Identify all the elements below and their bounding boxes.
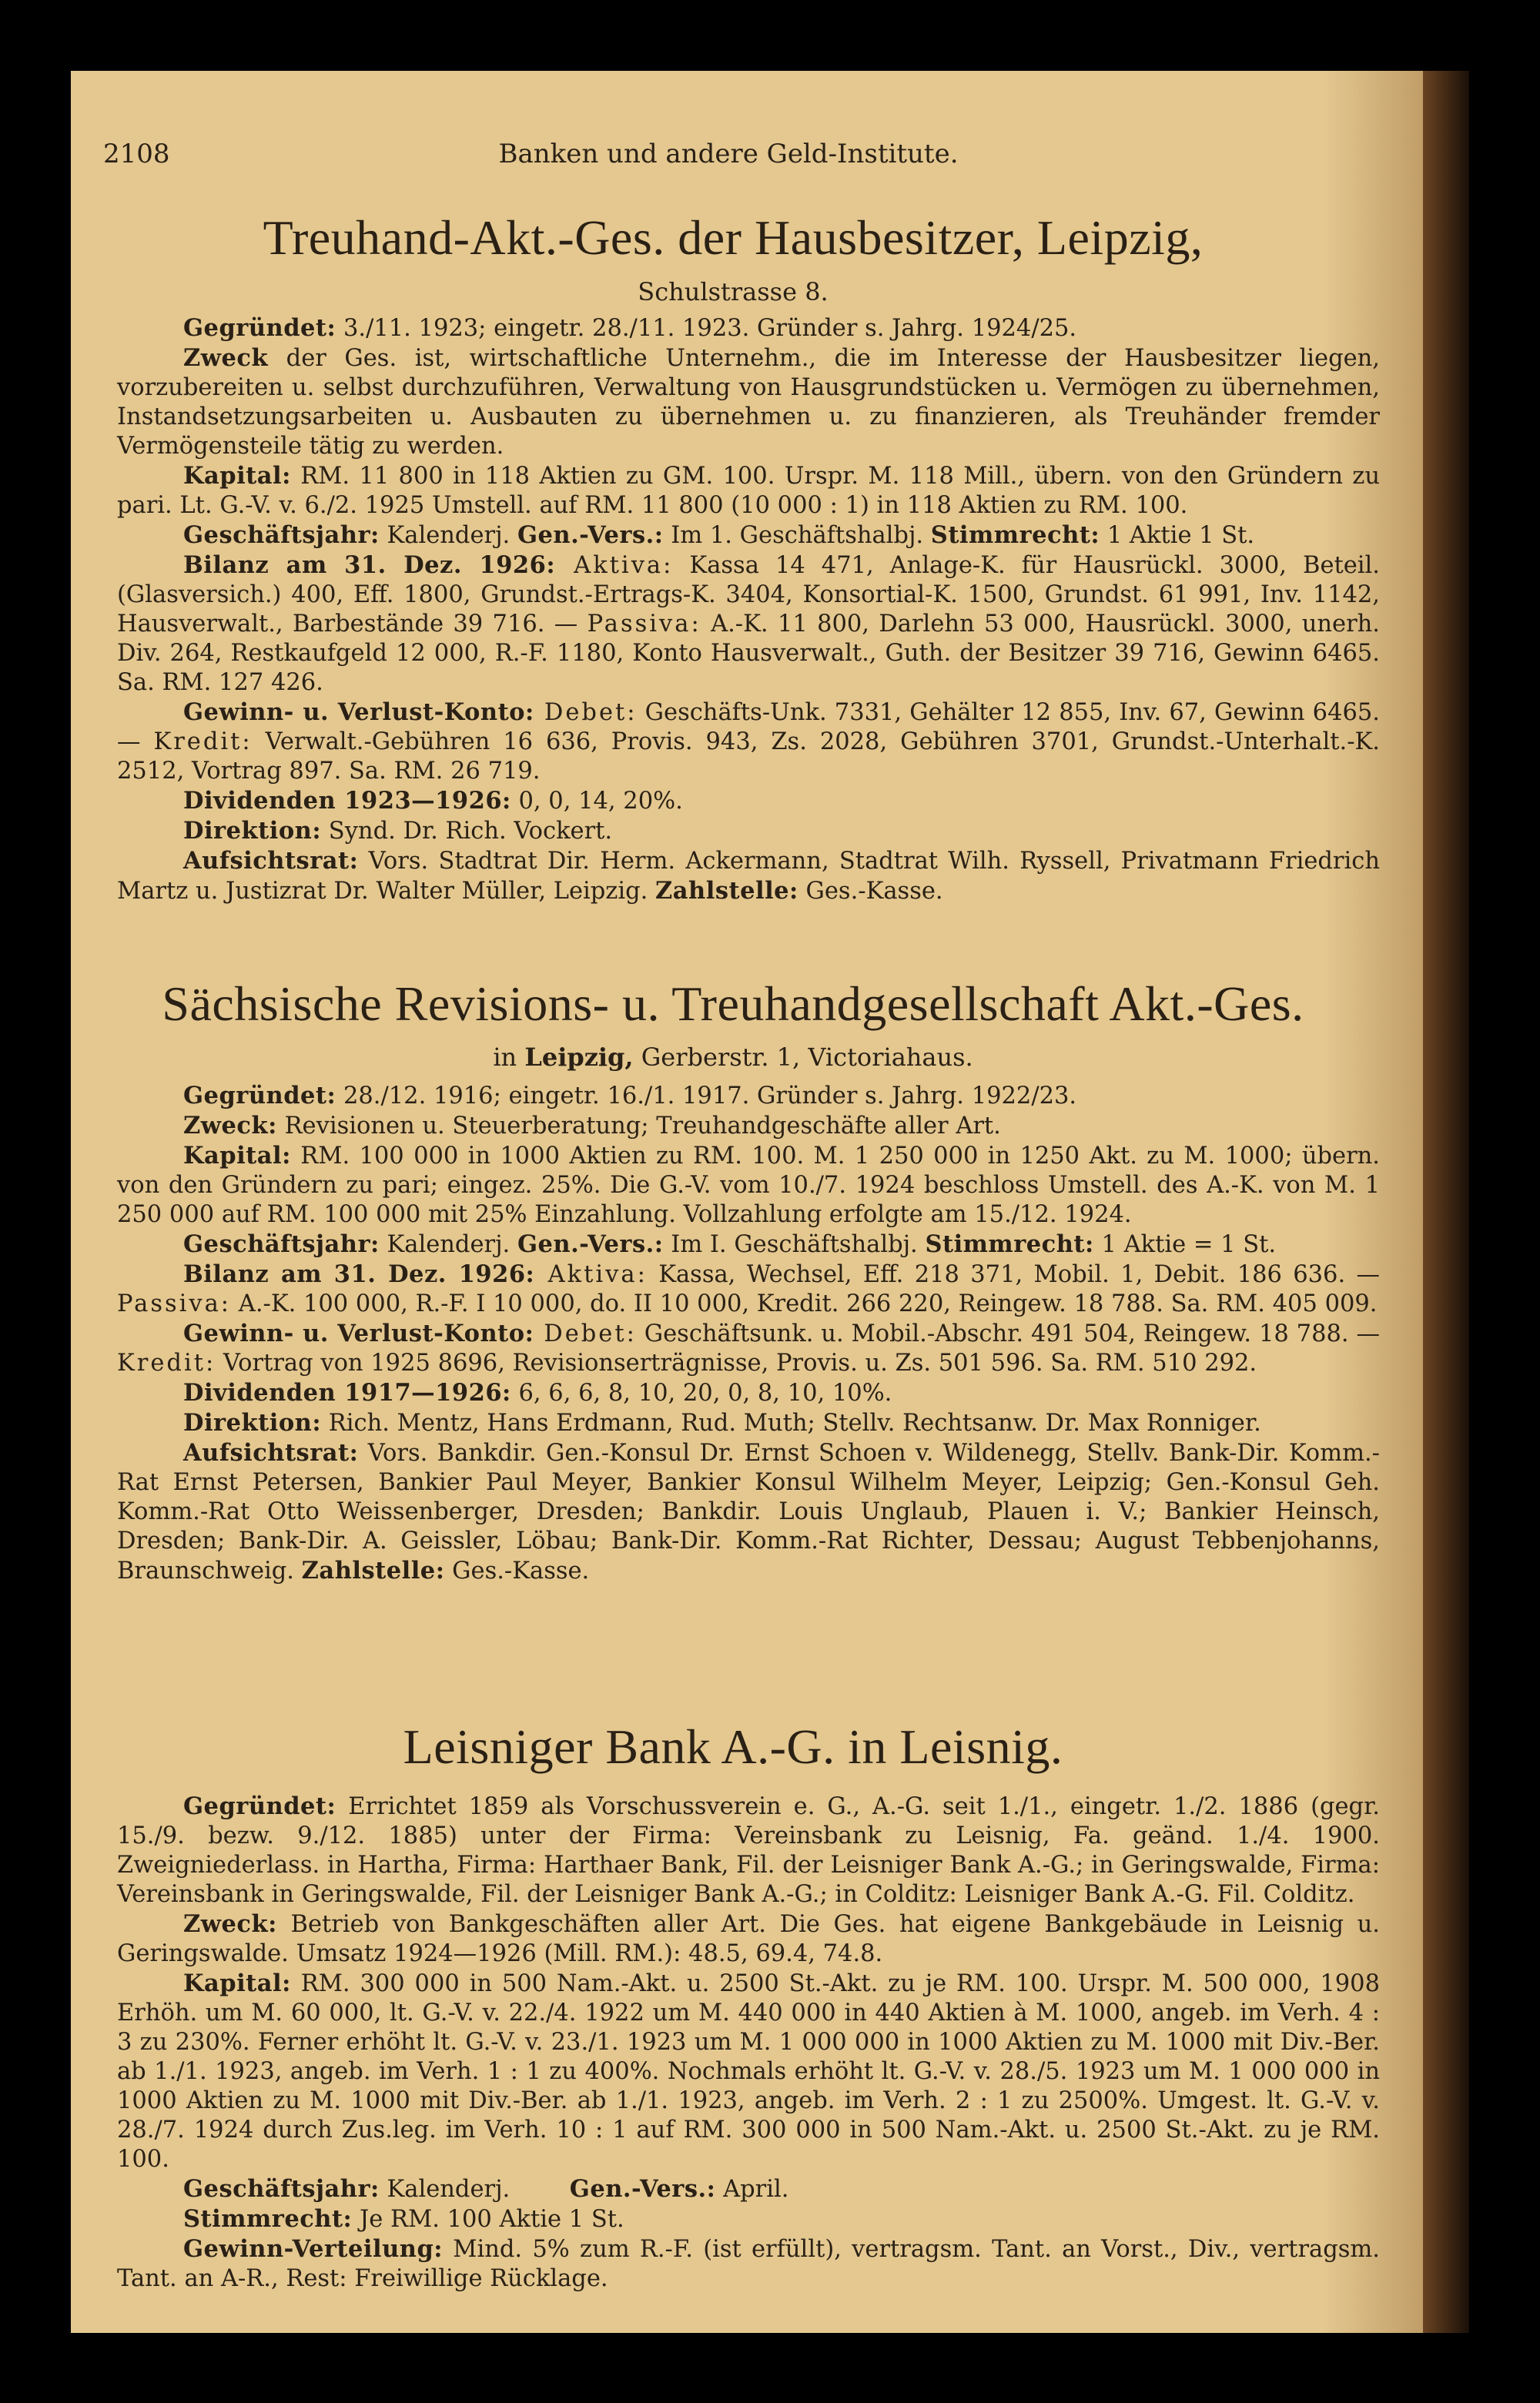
s1-zweck: Zweck der Ges. ist, wirtschaftliche Unternehm., die im Interesse der Hausbesitzer liegen, vorzubereiten u. selbst durchzuführen, Verwaltung von Hausgrundstücken u. Vermögen zu übernehmen, Instandsetzungsarbeiten u. Ausbauten zu übernehmen u. zu finanzieren, als Treuhänder fremder Vermögensteile tätig zu werden. [117, 344, 1380, 460]
s2-geschaeftsjahr: Geschäftsjahr: Kalenderj. Gen.-Vers.: Im I. Geschäftshalbj. Stimmrecht: 1 Aktie = 1 St. [183, 1230, 1277, 1258]
s1-aufsichtsrat: Aufsichtsrat: Vors. Stadtrat Dir. Herm. Ackermann, Stadtrat Wilh. Ryssell, Privatmann Friedrich Martz u. Justizrat Dr. Walter Müller, Leipzig. Zahlstelle: Ges.-Kasse. [117, 847, 1380, 905]
s2-dividenden: Dividenden 1917—1926: 6, 6, 6, 8, 10, 20, 0, 8, 10, 10%. [183, 1379, 892, 1407]
book-spine-edge [1423, 71, 1469, 2333]
page-header [103, 139, 1354, 172]
s2-bilanz: Bilanz am 31. Dez. 1926: Aktiva: Kassa, Wechsel, Eff. 218 371, Mobil. 1, Debit. 186 636. — Passiva: A.-K. 100 000, R.-F. I 10 000, do. II 10 000, Kredit. 266 220, Reingew. 18 788. Sa. RM. 405 009. [117, 1260, 1380, 1317]
s3-zweck: Zweck: Betrieb von Bankgeschäften aller Art. Die Ges. hat eigene Bankgebäude in Leisnig u. Geringswalde. Umsatz 1924—1926 (Mill. RM.): 48.5, 69.4, 74.8. [117, 1910, 1380, 1967]
s2-direktion: Direktion: Rich. Mentz, Hans Erdmann, Rud. Muth; Stellv. Rechtsanw. Dr. Max Ronniger. [183, 1409, 1261, 1437]
s1-geschaeftsjahr: Geschäftsjahr: Kalenderj. Gen.-Vers.: Im 1. Geschäftshalbj. Stimmrecht: 1 Aktie 1 St. [183, 521, 1255, 549]
running-title: Banken und andere Geld-Institute. [498, 139, 959, 169]
s3-kapital: Kapital: RM. 300 000 in 500 Nam.-Akt. u. 2500 St.-Akt. zu je RM. 100. Urspr. M. 500 000, 1908 Erhöh. um M. 60 000, lt. G.-V. v. 22./4. 1922 um M. 440 000 in 440 Aktien à M. 1000, angeb. im Verh. 4 : 3 zu 230%. Ferner erhöht lt. G.-V. v. 23./1. 1923 um M. 1 000 000 in 1000 Aktien zu M. 1000 mit Div.-Ber. ab 1./1. 1923, angeb. im Verh. 1 : 1 zu 400%. Nochmals erhöht lt. G.-V. v. 28./5. 1923 um M. 1 000 000 in 1000 Aktien zu M. 1000 mit Div.-Ber. ab 1./1. 1923, angeb. im Verh. 2 : 1 zu 2500%. Umgest. lt. G.-V. v. 28./7. 1924 durch Zus.leg. im Verh. 10 : 1 auf RM. 300 000 in 500 Nam.-Akt. u. 2500 St.-Akt. zu je RM. 100. [117, 1970, 1380, 2173]
s2-address: in Leipzig, Gerberstr. 1, Victoriahaus. [493, 1043, 973, 1072]
s3-entry [117, 1792, 1380, 2294]
s1-guv: Gewinn- u. Verlust-Konto: Debet: Geschäfts-Unk. 7331, Gehälter 12 855, Inv. 67, Gewinn 6465. — Kredit: Verwalt.-Gebühren 16 636, Provis. 943, Zs. 2028, Gebühren 3701, Grundst.-Unterhalt.-K. 2512, Vortrag 897. Sa. RM. 26 719. [117, 698, 1381, 785]
s2-gegruendet: Gegründet: 28./12. 1916; eingetr. 16./1. 1917. Gründer s. Jahrg. 1922/23. [183, 1082, 1077, 1109]
s2-aufsichtsrat: Aufsichtsrat: Vors. Bankdir. Gen.-Konsul Dr. Ernst Schoen v. Wildenegg, Stellv. Bank-Dir. Komm.-Rat Ernst Petersen, Bankier Paul Meyer, Bankier Konsul Wilhelm Meyer, Leipzig; Gen.-Konsul Geh. Komm.-Rat Otto Weissenberger, Dresden; Bankdir. Louis Unglaub, Plauen i. V.; Bankier Heinsch, Dresden; Bank-Dir. A. Geissler, Löbau; Bank-Dir. Komm.-Rat Richter, Dessau; August Tebbenjohanns, Braunschweig. Zahlstelle: Ges.-Kasse. [117, 1439, 1380, 1585]
s3-gegruendet: Gegründet: Errichtet 1859 als Vorschussverein e. G., A.-G. seit 1./1., eingetr. 1./2. 1886 (gegr. 15./9. bezw. 9./12. 1885) unter der Firma: Vereinsbank zu Leisnig, Fa. geänd. 1./4. 1900. Zweigniederlass. in Hartha, Firma: Harthaer Bank, Fil. der Leisniger Bank A.-G.; in Geringswalde, Firma: Vereinsbank in Geringswalde, Fil. der Leisniger Bank A.-G.; in Colditz: Leisniger Bank A.-G. Fil. Colditz. [117, 1792, 1380, 1908]
s3-gewinnverteilung: Gewinn-Verteilung: Mind. 5% zum R.-F. (ist erfüllt), vertragsm. Tant. an Vorst., Div., vertragsm. Tant. an A-R., Rest: Freiwillige Rücklage. [117, 2235, 1380, 2292]
s1-direktion: Direktion: Synd. Dr. Rich. Vockert. [183, 817, 613, 845]
s1-dividenden: Dividenden 1923—1926: 0, 0, 14, 20%. [183, 787, 683, 815]
s1-entry [117, 313, 1380, 906]
s2-zweck: Zweck: Revisionen u. Steuerberatung; Treuhandgeschäfte aller Art. [183, 1112, 1001, 1140]
s1-bilanz: Bilanz am 31. Dez. 1926: Aktiva: Kassa 14 471, Anlage-K. für Hausrückl. 3000, Beteil. (Glasversich.) 400, Eff. 1800, Grundst.-Ertrags-K. 3404, Konsortial-K. 1500, Grundst. 61 991, Inv. 1142, Hausverwalt., Barbestände 39 716. — Passiva: A.-K. 11 800, Darlehn 53 000, Hausrückl. 3000, unerh. Div. 264, Restkaufgeld 12 000, R.-F. 1180, Konto Hausverwalt., Guth. der Besitzer 39 716, Gewinn 6465. Sa. RM. 127 426. [117, 551, 1381, 696]
page-number: 2108 [103, 139, 170, 169]
s1-gegruendet: Gegründet: 3./11. 1923; eingetr. 28./11. 1923. Gründer s. Jahrg. 1924/25. [183, 314, 1077, 342]
s1-kapital: Kapital: RM. 11 800 in 118 Aktien zu GM. 100. Urspr. M. 118 Mill., übern. von den Gründern zu pari. Lt. G.-V. v. 6./2. 1925 Umstell. auf RM. 11 800 (10 000 : 1) in 118 Aktien zu RM. 100. [117, 462, 1380, 519]
s1-title: Treuhand-Akt.-Ges. der Hausbesitzer, Leipzig, [263, 210, 1204, 265]
s1-address: Schulstrasse 8. [638, 277, 829, 306]
s2-entry [117, 1081, 1380, 1586]
book-page [71, 71, 1431, 2333]
s3-geschaeftsjahr: Geschäftsjahr: Kalenderj. Gen.-Vers.: April. [183, 2175, 789, 2203]
s3-title: Leisniger Bank A.-G. in Leisnig. [403, 1719, 1063, 1774]
s3-stimmrecht: Stimmrecht: Je RM. 100 Aktie 1 St. [183, 2205, 624, 2233]
s2-title: Sächsische Revisions- u. Treuhandgesellschaft Akt.-Ges. [162, 976, 1304, 1031]
s2-kapital: Kapital: RM. 100 000 in 1000 Aktien zu RM. 100. M. 1 250 000 in 1250 Akt. zu M. 1000; übern. von den Gründern zu pari; eingez. 25%. Die G.-V. vom 10./7. 1924 beschloss Umstell. des A.-K. von M. 1 250 000 auf RM. 100 000 mit 25% Einzahlung. Vollzahlung erfolgte am 15./12. 1924. [117, 1142, 1380, 1228]
s2-guv: Gewinn- u. Verlust-Konto: Debet: Geschäftsunk. u. Mobil.-Abschr. 491 504, Reingew. 18 788. — Kredit: Vortrag von 1925 8696, Revisionserträgnisse, Provis. u. Zs. 501 596. Sa. RM. 510 292. [117, 1320, 1380, 1377]
